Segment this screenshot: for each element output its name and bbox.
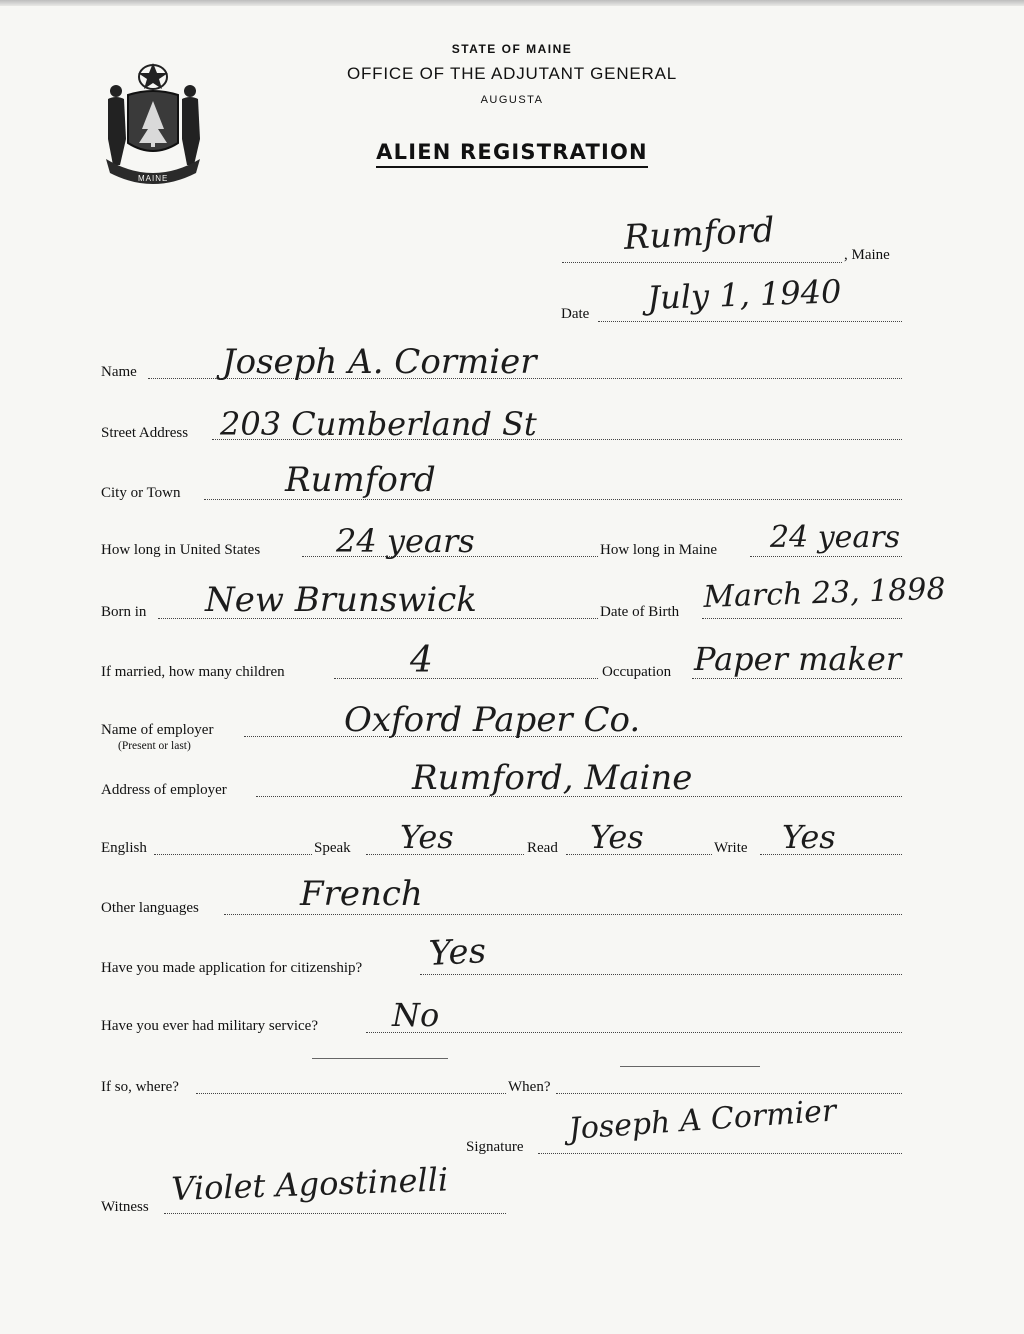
employer-value: Oxford Paper Co.: [344, 700, 641, 740]
date-value: July 1, 1940: [646, 272, 842, 317]
dob-label: Date of Birth: [600, 604, 680, 620]
date-label: Date: [561, 306, 590, 322]
street-address-label: Street Address: [101, 425, 189, 441]
office-heading: OFFICE OF THE ADJUTANT GENERAL: [346, 64, 678, 83]
state-heading: STATE OF MAINE: [451, 42, 573, 56]
seal-banner-text: MAINE: [138, 174, 169, 183]
employer-sublabel: (Present or last): [118, 740, 191, 752]
read-label: Read: [527, 840, 558, 856]
read-value: Yes: [590, 818, 644, 856]
signature-value: Joseph A Cormier: [567, 1093, 838, 1147]
english-line: [154, 854, 312, 855]
witness-label: Witness: [101, 1199, 149, 1215]
employer-label: Name of employer: [101, 722, 214, 738]
dob-line: [702, 618, 902, 619]
english-label: English: [101, 840, 147, 856]
occupation-value: Paper maker: [694, 640, 902, 678]
signature-label: Signature: [466, 1139, 524, 1155]
military-value: No: [392, 996, 440, 1034]
date-line: [598, 321, 902, 322]
witness-line: [164, 1213, 506, 1214]
write-value: Yes: [782, 818, 836, 856]
other-languages-line: [224, 914, 902, 915]
blank-stroke-where: [312, 1058, 448, 1059]
place-suffix-label: , Maine: [844, 247, 890, 263]
military-line: [366, 1032, 902, 1033]
years-maine-line: [750, 556, 902, 557]
other-languages-value: French: [300, 874, 423, 914]
children-value: 4: [410, 640, 433, 681]
children-label: If married, how many children: [101, 664, 285, 680]
street-address-value: 203 Cumberland St: [220, 405, 537, 443]
when-label: When?: [508, 1079, 551, 1095]
other-languages-label: Other languages: [101, 900, 199, 916]
when-line: [556, 1093, 902, 1094]
city-value: Rumford: [285, 460, 436, 500]
speak-label: Speak: [314, 840, 351, 856]
write-label: Write: [714, 840, 748, 856]
name-label: Name: [101, 364, 137, 380]
where-line: [196, 1093, 506, 1094]
citizenship-label: Have you made application for citizenship?: [101, 960, 363, 976]
employer-address-value: Rumford, Maine: [412, 758, 693, 798]
citizenship-line: [420, 974, 902, 975]
years-us-value: 24 years: [336, 522, 475, 560]
blank-stroke-when: [620, 1066, 760, 1067]
city-label: City or Town: [101, 485, 181, 501]
occupation-label: Occupation: [602, 664, 672, 680]
military-label: Have you ever had military service?: [101, 1018, 318, 1034]
born-in-value: New Brunswick: [205, 580, 477, 620]
signature-line: [538, 1153, 902, 1154]
speak-value: Yes: [400, 818, 454, 856]
employer-address-label: Address of employer: [101, 782, 227, 798]
witness-value: Violet Agostinelli: [170, 1160, 449, 1208]
citizenship-value: Yes: [427, 931, 487, 974]
place-value: Rumford: [622, 210, 776, 258]
name-value: Joseph A. Cormier: [222, 342, 537, 382]
city-heading: AUGUSTA: [480, 94, 544, 106]
dob-value: March 23, 1898: [702, 571, 947, 615]
children-line: [334, 678, 598, 679]
years-maine-label: How long in Maine: [600, 542, 718, 558]
where-label: If so, where?: [101, 1079, 179, 1095]
years-us-label: How long in United States: [101, 542, 261, 558]
years-maine-value: 24 years: [770, 520, 901, 555]
scan-edge: [0, 0, 1024, 6]
born-in-label: Born in: [101, 604, 147, 620]
page-title: ALIEN REGISTRATION: [0, 140, 1024, 164]
place-line: [562, 262, 842, 263]
occupation-line: [692, 678, 902, 679]
